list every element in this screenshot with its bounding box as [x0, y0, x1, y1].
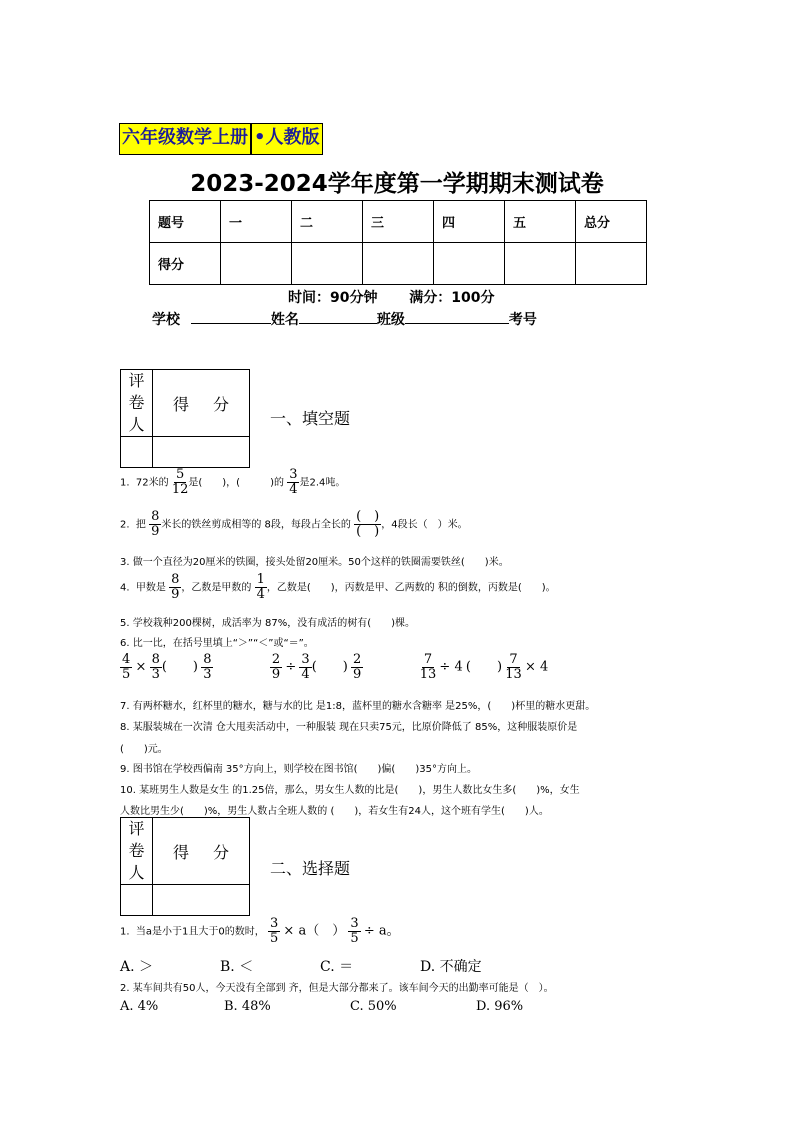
question-1: 1. 72米的 $\frac{5}{12}$ 是( )，( )的 $\frac{3}{4}$ 是2.4吨。 — [120, 467, 346, 497]
grader-box-1 — [120, 369, 250, 468]
name-label: 姓名 — [270, 312, 299, 328]
fraction: $\frac{8}{9}$ — [171, 572, 180, 602]
exam-title: 2023-2024学年度第一学期期末测试卷 — [190, 171, 604, 197]
score-row-label: 得分 — [150, 243, 221, 285]
score-cell: 五 — [505, 201, 576, 243]
score-input[interactable] — [153, 885, 250, 916]
exam-duration: 时间：90分钟 — [288, 290, 378, 306]
class-field[interactable] — [405, 309, 509, 324]
blank-fraction[interactable]: $\frac{( )}{( )}$ — [356, 509, 380, 539]
grader-label: 评 卷人 — [121, 370, 153, 437]
question-8: 8. 某服装城在一次清 仓大甩卖活动中，一种服装 现在只卖75元，比原价降低了 85%，这种服装原价是 — [120, 722, 578, 733]
choice-question-1: 1. 当a是小于1且大于0的数时， $\frac{3}{5}$ × a（ ） $\frac{3}{5}$ ÷ a。 — [120, 916, 400, 946]
banner-edition: •人教版 — [252, 124, 322, 154]
score-input-cell[interactable] — [434, 243, 505, 285]
grader-label: 评 卷人 — [121, 818, 153, 885]
score-cell: 四 — [434, 201, 505, 243]
question-2: 2. 把 $\frac{8}{9}$ 米长的铁丝剪成相等的 8段，每段占全长的 $\frac{( )}{( )}$ ，4段长（ ）米。 — [120, 509, 468, 539]
score-table — [149, 200, 647, 285]
score-cell: 总分 — [576, 201, 647, 243]
fraction: $\frac{3}{5}$ — [269, 916, 279, 946]
score-cell: 题号 — [150, 201, 221, 243]
score-input-cell[interactable] — [576, 243, 647, 285]
school-field[interactable] — [191, 309, 271, 324]
question-6: 6. 比一比，在括号里填上“＞”“＜”或“＝”。 — [120, 638, 314, 649]
question-10-cont: 人数比男生少( )%，男生人数占全班人数的 ( )，若女生有24人，这个班有学生( )人。 — [120, 806, 549, 817]
choice-options-1 — [120, 956, 482, 976]
question-10: 10. 某班男生人数是女生 的1.25倍，那么，男女生人数的比是( )，男生人数比女生多( )%，女生 — [120, 785, 580, 796]
fraction: $\frac{3}{5}$ — [350, 916, 359, 946]
option-a[interactable]: A. 4% — [120, 999, 159, 1014]
compare-blank[interactable]: ( ) — [311, 659, 348, 675]
option-d[interactable]: D. 96% — [476, 999, 524, 1014]
exam-number-label: 考号 — [508, 312, 537, 328]
score-cell: 三 — [363, 201, 434, 243]
school-label: 学校 — [152, 312, 180, 328]
option-b[interactable]: B. 48% — [224, 999, 271, 1014]
exam-time-info — [288, 287, 494, 307]
section-title: 一、填空题 — [270, 409, 351, 428]
score-label: 得 分 — [153, 370, 250, 437]
score-cell: 一 — [221, 201, 292, 243]
banner-grade: 六年级数学上册 — [120, 124, 250, 154]
score-input-cell[interactable] — [292, 243, 363, 285]
option-b[interactable]: B. ＜ — [220, 959, 254, 975]
fraction: $\frac{8}{9}$ — [151, 509, 160, 539]
fraction: $\frac{5}{12}$ — [171, 467, 189, 497]
option-c[interactable]: C. 50% — [350, 999, 397, 1014]
question-7: 7. 有两杯糖水，红杯里的糖水，糖与水的比 是1:8，蓝杯里的糖水含糖率 是25%，( )杯里的糖水更甜。 — [120, 701, 596, 712]
question-8-cont: ( )元。 — [120, 744, 168, 755]
exam-full-score: 满分：100分 — [409, 290, 495, 306]
score-table-score-row — [150, 243, 647, 285]
student-info-line — [152, 309, 537, 329]
section-title: 二、选择题 — [270, 859, 351, 878]
score-input-cell[interactable] — [221, 243, 292, 285]
score-input-cell[interactable] — [505, 243, 576, 285]
compare-blank[interactable]: ( ) — [465, 659, 503, 675]
choice-options-2 — [120, 999, 523, 1014]
fraction: $\frac{3}{4}$ — [289, 467, 298, 497]
question-4: 4. 甲数是 $\frac{8}{9}$ ，乙数是甲数的 $\frac{1}{4}$ ，乙数是( )，丙数是甲、乙两数的 积的倒数，丙数是( )。 — [120, 572, 556, 602]
compare-blank[interactable]: ( ) — [161, 659, 198, 675]
grade-banner — [119, 123, 323, 155]
score-input-cell[interactable] — [363, 243, 434, 285]
option-d[interactable]: D. 不确定 — [420, 959, 482, 975]
fraction: $\frac{1}{4}$ — [256, 572, 265, 602]
option-a[interactable]: A. ＞ — [120, 959, 154, 975]
option-c[interactable]: C. ＝ — [320, 959, 354, 975]
choice-question-2: 2. 某车间共有50人，今天没有全部到 齐，但是大部分都来了。该车间今天的出勤率可能是（ ）。 — [120, 983, 554, 994]
grader-box-2 — [120, 817, 250, 916]
question-3: 3. 做一个直径为20厘米的铁圈，接头处留20厘米。50个这样的铁圈需要铁丝( )米。 — [120, 557, 509, 568]
question-9: 9. 图书馆在学校西偏南 35°方向上，则学校在图书馆( )偏( )35°方向上。 — [120, 764, 477, 775]
class-label: 班级 — [376, 312, 405, 328]
score-table-header-row — [150, 201, 647, 243]
question-5: 5. 学校栽种200棵树，成活率为 87%，没有成活的树有( )棵。 — [120, 618, 416, 629]
score-input[interactable] — [153, 437, 250, 468]
name-field[interactable] — [299, 309, 377, 324]
score-label: 得 分 — [153, 818, 250, 885]
grader-input[interactable] — [121, 885, 153, 916]
grader-input[interactable] — [121, 437, 153, 468]
question-6-comparisons: $\frac{4}{5}$ × $\frac{8}{3}$ ( ) $\frac{8}{3}$ $\frac{2}{9}$ ÷ $\frac{3}{4}$ ( ) $\frac{2}{9}$ $\frac{7}{13}$ ÷ 4 ( ) $\frac{7}{13}$ × 4 — [122, 652, 549, 682]
score-cell: 二 — [292, 201, 363, 243]
